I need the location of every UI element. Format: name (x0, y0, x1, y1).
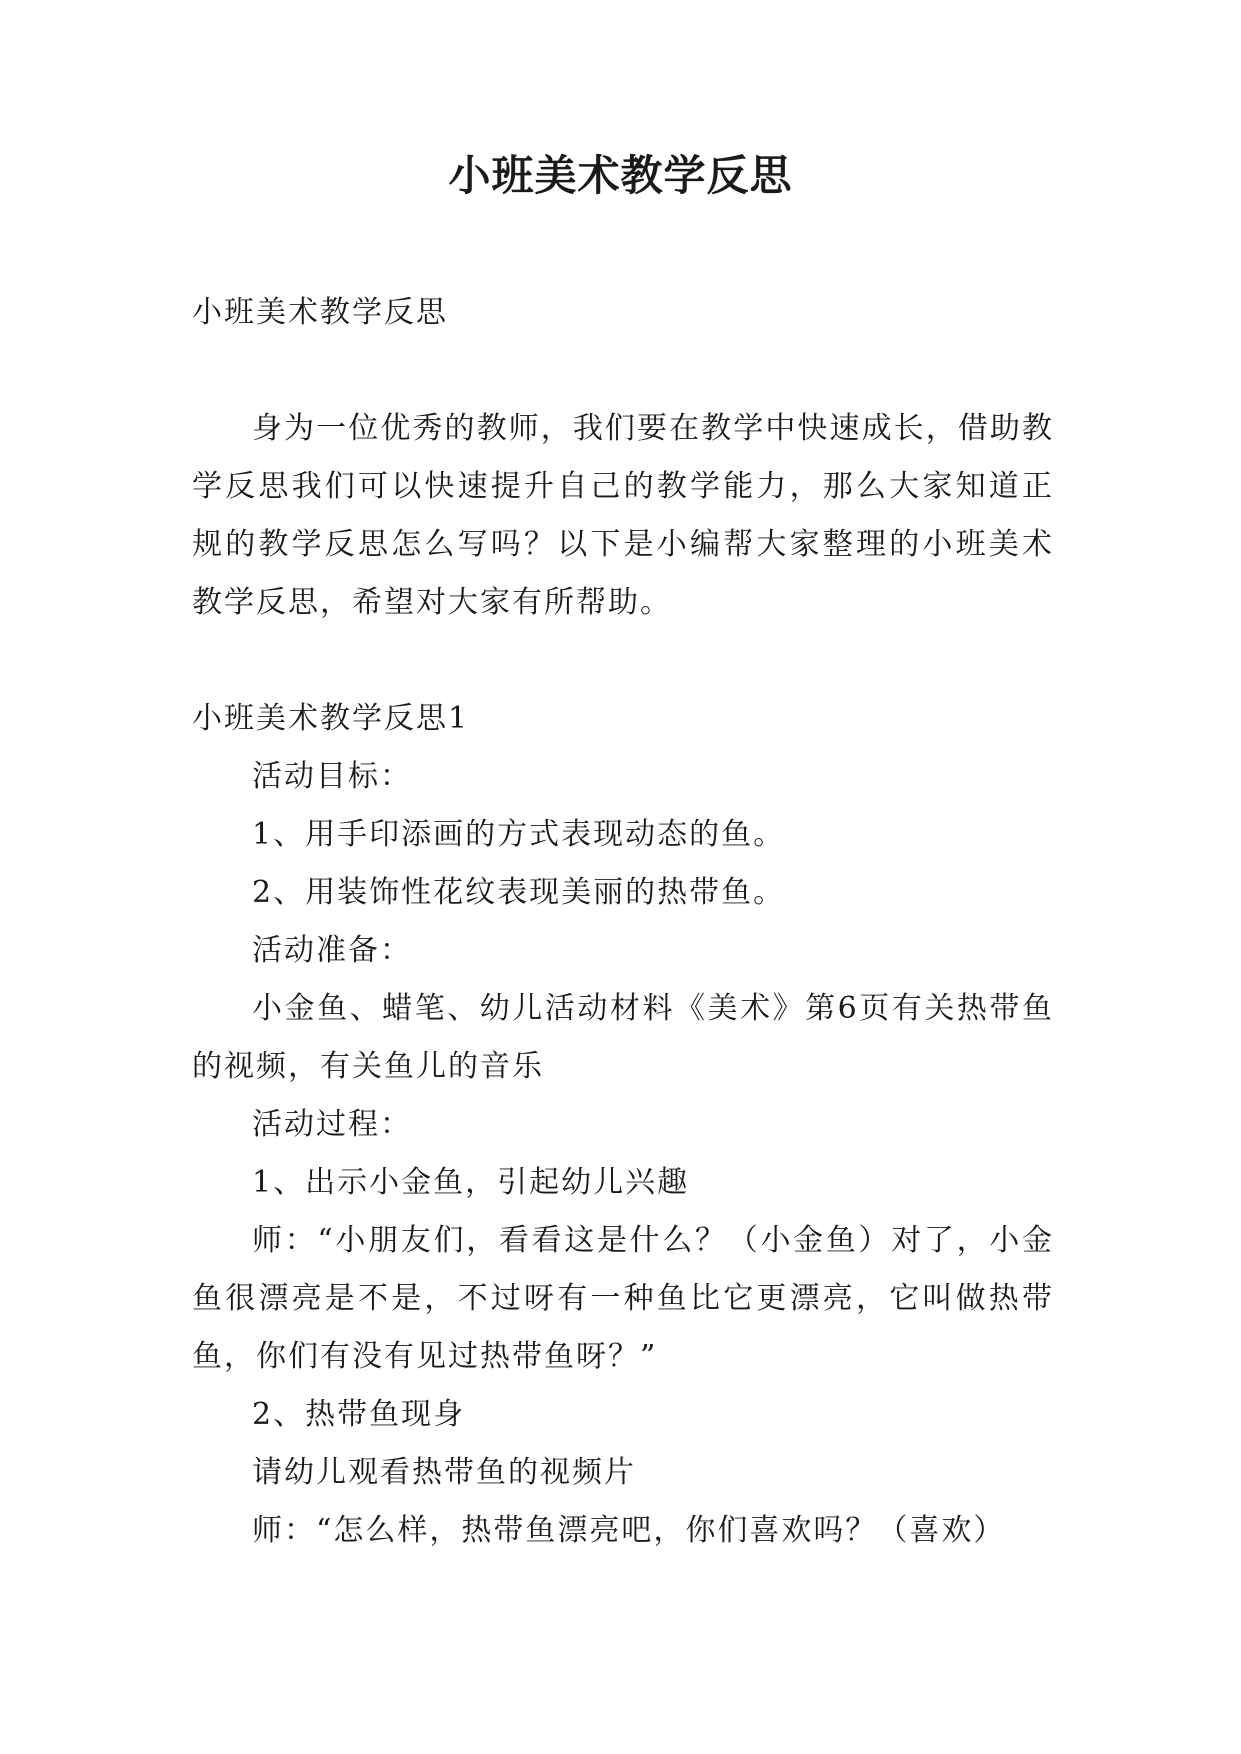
paragraph-teacher-speech-1: 师：“小朋友们，看看这是什么？（小金鱼）对了，小金鱼很漂亮是不是，不过呀有一种鱼比它更漂亮，它叫做热带鱼，你们有没有见过热带鱼呀？” (192, 1223, 1054, 1374)
paragraph-activity-goals-heading: 活动目标： (252, 759, 412, 794)
document-body (192, 284, 1054, 1560)
intro-paragraph: 身为一位优秀的教师，我们要在教学中快速成长，借助教学反思我们可以快速提升自己的教学能力，那么大家知道正规的教学反思怎么写吗？以下是小编帮大家整理的小班美术教学反思，希望对大家有所帮助。 (192, 411, 1054, 620)
paragraph-activity-process-heading: 活动过程： (252, 1107, 412, 1142)
document-title: 小班美术教学反思 (448, 151, 793, 200)
paragraph-goal-2: 2、用装饰性花纹表现美丽的热带鱼。 (252, 875, 786, 910)
paragraph-step-2: 2、热带鱼现身 (252, 1397, 466, 1432)
document-subtitle: 小班美术教学反思 (192, 295, 448, 330)
paragraph-teacher-speech-2: 师：“怎么样，热带鱼漂亮吧，你们喜欢吗？（喜欢） (252, 1513, 1006, 1548)
paragraph-materials: 小金鱼、蜡笔、幼儿活动材料《美术》第6页有关热带鱼的视频，有关鱼儿的音乐 (192, 991, 1054, 1084)
paragraph-video-note: 请幼儿观看热带鱼的视频片 (252, 1455, 636, 1490)
paragraph-goal-1: 1、用手印添画的方式表现动态的鱼。 (252, 817, 786, 852)
paragraph-step-1: 1、出示小金鱼，引起幼儿兴趣 (252, 1165, 690, 1200)
paragraph-activity-prep-heading: 活动准备： (252, 933, 412, 968)
section-title: 小班美术教学反思1 (192, 701, 470, 736)
